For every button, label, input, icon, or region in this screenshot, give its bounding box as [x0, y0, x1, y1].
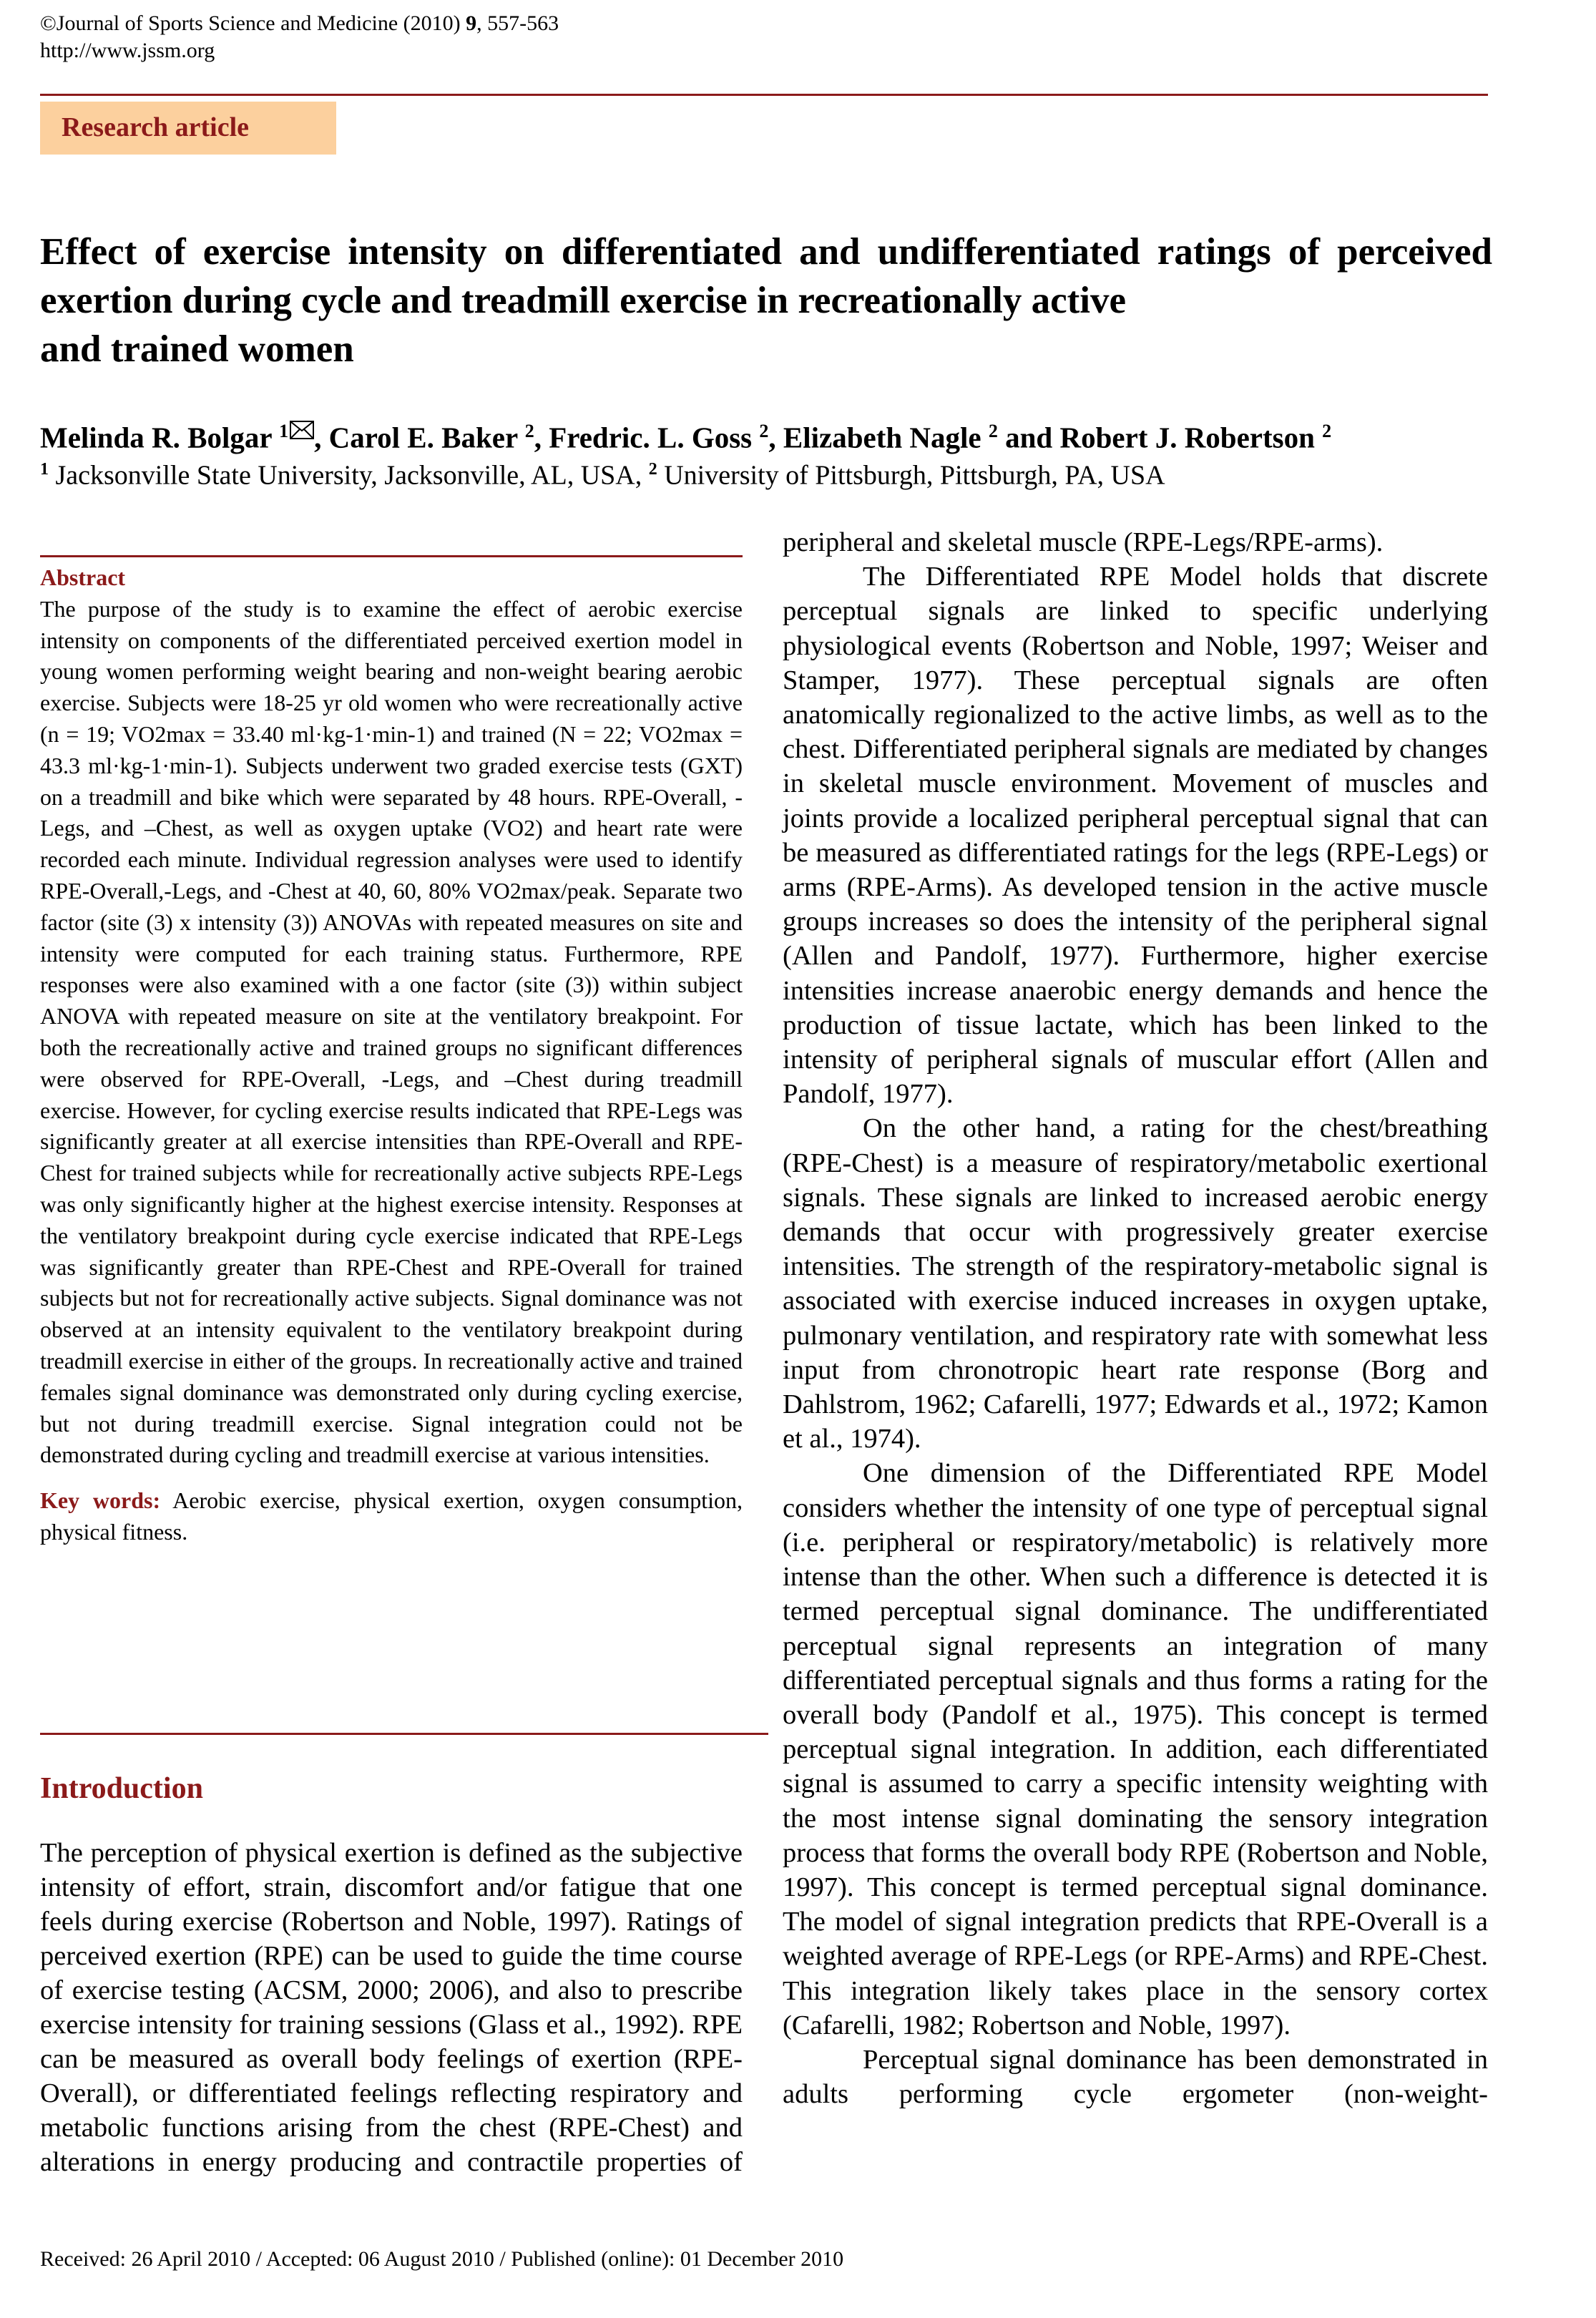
- abstract-bottom-rule: [40, 1733, 768, 1735]
- abstract-top-rule: [40, 555, 743, 557]
- author-affil-sup: 2: [524, 421, 534, 441]
- abstract-body: The purpose of the study is to examine the effect of aerobic exercise intensity on components of the differentiated perceived exertion model in young women performing weight bearing and non-weight bearing aerobic exercise. Subjects were 18-25 yr old women who were recreationally active (n = 19; VO2max = 33.40 ml·kg-1·min-1) and trained (N = 22; VO2max = 43.3 ml·kg-1·min-1). Subjects underwent two graded exercise tests (GXT) on a treadmill and bike which were separated by 48 hours. RPE-Overall, -Legs, and –Chest, as well as oxygen uptake (VO2) and heart rate were recorded each minute. Individual regression analyses were used to identify RPE-Overall,-Legs, and -Chest at 40, 60, 80% VO2max/peak. Separate two factor (site (3) x intensity (3)) ANOVAs with repeated measures on site and intensity were computed for each training status. Furthermore, RPE responses were also examined with a one factor (site (3)) within subject ANOVA with repeated measure on site at the ventilatory breakpoint. For both the recreationally active and trained groups no significant differences were observed for RPE-Overall, -Legs, and –Chest during treadmill exercise. However, for cycling exercise results indicated that RPE-Legs was significantly greater at all exercise intensities than RPE-Overall and RPE-Chest for trained subjects while for recreationally active subjects RPE-Legs was only significantly higher at the highest exercise intensity. Responses at the ventilatory breakpoint during cycle exercise indicated that RPE-Legs was significantly greater than RPE-Chest and RPE-Overall for trained subjects but not for recreationally active subjects. Signal dominance was not observed at an intensity equivalent to the ventilatory breakpoint during treadmill exercise in either of the groups. In recreationally active and trained females signal dominance was demonstrated only during cycling exercise, but not during treadmill exercise. Signal integration could not be demonstrated during cycling and treadmill exercise at various intensities.: [40, 595, 743, 1468]
- author-list: Melinda R. Bolgar $^1$ , Carol E. Baker $^2$, Fredric. L. Goss $^2$, Elizabeth Nagle $^2$ and Robert J. Robertson $^2$: [40, 421, 1332, 454]
- author-name: Elizabeth Nagle: [783, 421, 981, 454]
- paragraph: One dimension of the Differentiated RPE Model considers whether the intensity of one type of perceptual signal (i.e. peripheral or respiratory/metabolic) is relatively more intense than the other. When such a difference is detected it is termed perceptual signal dominance. The undifferentiated perceptual signal represents an integration of many differentiated perceptual signals and thus forms a rating for the overall body (Pandolf et al., 1975). This concept is termed perceptual signal integration. In addition, each differentiated signal is assumed to carry a specific intensity weighting with the most intense signal dominating the sensory integration process that forms the overall body RPE (Robertson and Noble, 1997). This concept is termed perceptual signal dominance. The model of signal integration predicts that RPE-Overall is a weighted average of RPE-Legs (or RPE-Arms) and RPE-Chest. This integration likely takes place in the sensory cortex (Cafarelli, 1982; Robertson and Noble, 1997).: [783, 1458, 1488, 2040]
- affiliation: University of Pittsburgh, Pittsburgh, PA, USA: [657, 460, 1165, 491]
- affil-sup: 2: [648, 460, 657, 479]
- introduction-paragraph: The perception of physical exertion is defined as the subjective intensity of effort, strain, discomfort and/or fatigue that one feels during exercise (Robertson and Noble, 1997). Ratings of perceived exertion (RPE) can be used to guide the time course of exercise testing (ACSM, 2000; 2006), and also to prescribe exercise intensity for training sessions (Glass et al., 1992). RPE can be measured as overall body feelings of exertion (RPE-Overall), or differentiated feelings reflecting respiratory and metabolic functions arising from the chest (RPE-Chest) and alterations in energy producing and contractile properties of: [40, 1838, 743, 2177]
- affil-sup: 1: [40, 460, 49, 479]
- author-affil-sup: 2: [988, 421, 998, 441]
- abstract-heading: Abstract: [40, 564, 126, 590]
- keywords-label: Key words:: [40, 1487, 161, 1514]
- author-name: Carol E. Baker: [328, 421, 518, 454]
- paragraph: Perceptual signal dominance has been demonstrated in adults performing cycle ergometer (non-weight-: [783, 2044, 1488, 2110]
- article-type-label: Research article: [62, 112, 250, 142]
- author-name: Melinda R. Bolgar: [40, 421, 272, 454]
- email-icon[interactable]: [290, 421, 314, 439]
- journal-citation: ©Journal of Sports Science and Medicine (2010) 9, 557-563: [40, 11, 559, 35]
- author-affil-sup: 1: [279, 421, 289, 441]
- keywords-text: Aerobic exercise, physical exertion, oxygen consumption, physical fitness.: [40, 1487, 743, 1545]
- keywords: [40, 1485, 743, 1548]
- paragraph: On the other hand, a rating for the chest/breathing (RPE-Chest) is a measure of respiratory/metabolic exertional signals. These signals are linked to increased aerobic energy demands that occur with progressively greater exercise intensities. The strength of the respiratory-metabolic signal is associated with exercise induced increases in oxygen uptake, pulmonary ventilation, and respiratory rate with somewhat less input from chronotropic heart rate response (Borg and Dahlstrom, 1962; Cafarelli, 1977; Edwards et al., 1972; Kamon et al., 1974).: [783, 1113, 1488, 1454]
- introduction-body: [40, 1836, 743, 2179]
- journal-volume: 9: [466, 11, 477, 35]
- author-name: Robert J. Robertson: [1059, 421, 1315, 454]
- author-name: Fredric. L. Goss: [549, 421, 753, 454]
- affiliation-list: [40, 452, 1528, 493]
- article-type-badge: [40, 102, 336, 155]
- article-title: [40, 228, 1492, 373]
- article-title-main: Effect of exercise intensity on differentiated and undifferentiated ratings of perceived exertion during cycle and treadmill exercise in recreationally active: [40, 231, 1492, 321]
- right-column: [783, 525, 1488, 2111]
- author-affil-sup: 2: [759, 421, 769, 441]
- article-title-end: and trained women: [40, 328, 354, 370]
- journal-url[interactable]: http://www.jssm.org: [40, 39, 215, 62]
- paragraph: peripheral and skeletal muscle (RPE-Legs/RPE-arms).: [783, 527, 1384, 557]
- author-affil-sup: 2: [1322, 421, 1332, 441]
- header-rule: [40, 94, 1488, 96]
- affiliation: Jacksonville State University, Jacksonville, AL, USA,: [49, 460, 649, 491]
- abstract-section: [40, 562, 743, 1548]
- paragraph: The Differentiated RPE Model holds that discrete perceptual signals are linked to specific underlying physiological events (Robertson and Noble, 1997; Weiser and Stamper, 1977). These perceptual signals are often anatomically regionalized to the active limbs, as well as to the chest. Differentiated peripheral signals are mediated by changes in skeletal muscle environment. Movement of muscles and joints provide a localized peripheral perceptual signal that can be measured as differentiated ratings for the legs (RPE-Legs) or arms (RPE-Arms). As developed tension in the active muscle groups increases so does the intensity of the peripheral signal (Allen and Pandolf, 1977). Furthermore, higher exercise intensities increase anaerobic energy demands and hence the production of tissue lactate, which has been linked to the intensity of peripheral signals of muscular effort (Allen and Pandolf, 1977).: [783, 562, 1488, 1110]
- introduction-heading: Introduction: [40, 1772, 203, 1805]
- publication-dates: Received: 26 April 2010 / Accepted: 06 August 2010 / Published (online): 01 December 2010: [40, 2247, 844, 2271]
